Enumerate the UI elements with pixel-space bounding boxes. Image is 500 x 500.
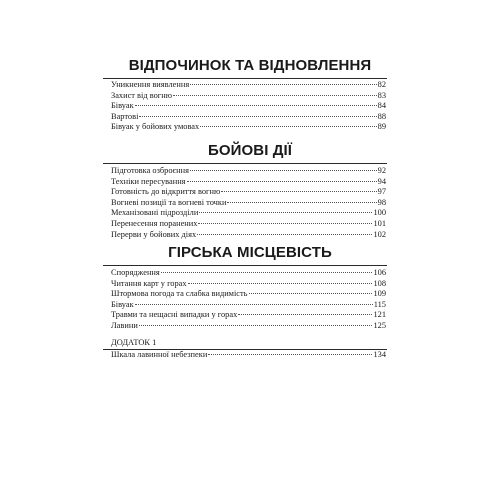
toc-entry-label: Бівуак [111, 299, 134, 309]
dot-leader [190, 170, 377, 171]
toc-list-mountain-terrain [111, 268, 386, 332]
toc-entry-page: 134 [373, 350, 386, 359]
section-divider [103, 163, 387, 164]
toc-entry[interactable] [111, 198, 386, 209]
dot-leader [238, 314, 372, 315]
toc-entry-page: 125 [373, 320, 386, 330]
section-title-rest-recovery: ВІДПОЧИНОК ТА ВІДНОВЛЕННЯ [128, 57, 372, 74]
dot-leader [227, 202, 376, 203]
section-divider [103, 265, 387, 266]
toc-entry[interactable] [111, 80, 386, 91]
toc-entry-label: Лавини [111, 320, 138, 330]
toc-entry-page: 102 [373, 229, 386, 239]
toc-entry-page: 115 [373, 299, 386, 309]
toc-entry[interactable] [111, 310, 386, 321]
section-divider [103, 78, 387, 79]
toc-list-combat [111, 166, 386, 240]
toc-entry-page: 109 [373, 289, 386, 299]
toc-entry-page: 92 [377, 166, 386, 175]
toc-entry-page: 106 [373, 268, 386, 277]
section-title-mountain-terrain: ГІРСЬКА МІСЦЕВІСТЬ [168, 244, 332, 261]
dot-leader [208, 354, 372, 355]
toc-entry[interactable] [111, 219, 386, 230]
toc-entry-label: Штормова погода та слабка видимість [111, 289, 248, 299]
dot-leader [198, 223, 372, 224]
toc-entry-page: 83 [377, 90, 386, 100]
toc-entry-label: Уникнення виявлення [111, 80, 190, 89]
dot-leader [190, 84, 376, 85]
toc-entry-label: Техніки пересування [111, 176, 186, 186]
dot-leader [135, 304, 373, 305]
toc-entry-page: 97 [377, 187, 386, 197]
toc-entry[interactable] [111, 289, 386, 300]
toc-entry-label: Готовність до відкриття вогню [111, 187, 221, 197]
toc-entry-label: Бівуак у бойових умовах [111, 122, 200, 132]
dot-leader [200, 126, 376, 127]
toc-entry[interactable] [111, 101, 386, 112]
toc-entry-label: Вогневі позиції та вогневі точки [111, 197, 227, 207]
toc-entry-page: 89 [377, 122, 386, 132]
dot-leader [197, 234, 372, 235]
toc-entry-label: Вартові [111, 111, 139, 121]
dot-leader [199, 212, 372, 213]
dot-leader [173, 95, 377, 96]
toc-entry-page: 100 [373, 208, 386, 218]
toc-entry-page: 98 [377, 197, 386, 207]
dot-leader [188, 283, 373, 284]
dot-leader [139, 116, 376, 117]
toc-entry-page: 94 [377, 176, 386, 186]
toc-entry[interactable] [111, 112, 386, 123]
toc-entry[interactable] [111, 177, 386, 188]
dot-leader [221, 191, 376, 192]
toc-entry-page: 101 [373, 218, 386, 228]
toc-entry-label: Шкала лавинної небезпеки [111, 350, 208, 359]
toc-list-appendix [111, 350, 386, 361]
toc-entry[interactable] [111, 208, 386, 219]
toc-entry-label: Бівуак [111, 101, 134, 111]
toc-entry[interactable] [111, 230, 386, 241]
toc-entry[interactable] [111, 300, 386, 311]
toc-entry-label: Перерви у бойових діях [111, 229, 197, 239]
dot-leader [187, 181, 377, 182]
toc-entry[interactable] [111, 91, 386, 102]
toc-entry[interactable] [111, 279, 386, 290]
toc-list-rest-recovery [111, 80, 386, 133]
dot-leader [139, 325, 373, 326]
dot-leader [161, 272, 373, 273]
dot-leader [135, 105, 377, 106]
appendix-heading: ДОДАТОК 1 [111, 338, 157, 347]
dot-leader [249, 293, 373, 294]
toc-entry-label: Читання карт у горах [111, 278, 187, 288]
toc-entry-page: 88 [377, 111, 386, 121]
toc-entry-label: Травми та нещасні випадки у горах [111, 310, 238, 320]
toc-entry[interactable] [111, 122, 386, 133]
toc-entry-page: 84 [377, 101, 386, 111]
toc-entry-label: Підготовка озброєння [111, 166, 189, 175]
toc-entry[interactable] [111, 350, 386, 361]
toc-entry-label: Спорядження [111, 268, 160, 277]
toc-entry-label: Захист від вогню [111, 90, 172, 100]
toc-entry[interactable] [111, 268, 386, 279]
toc-entry-label: Механізовані підрозділи [111, 208, 199, 218]
toc-entry[interactable] [111, 166, 386, 177]
toc-entry[interactable] [111, 321, 386, 332]
toc-entry[interactable] [111, 187, 386, 198]
toc-entry-label: Перенесення поранених [111, 218, 198, 228]
toc-entry-page: 82 [377, 80, 386, 89]
section-title-combat: БОЙОВІ ДІЇ [207, 142, 293, 159]
toc-entry-page: 121 [373, 310, 386, 320]
toc-entry-page: 108 [373, 278, 386, 288]
